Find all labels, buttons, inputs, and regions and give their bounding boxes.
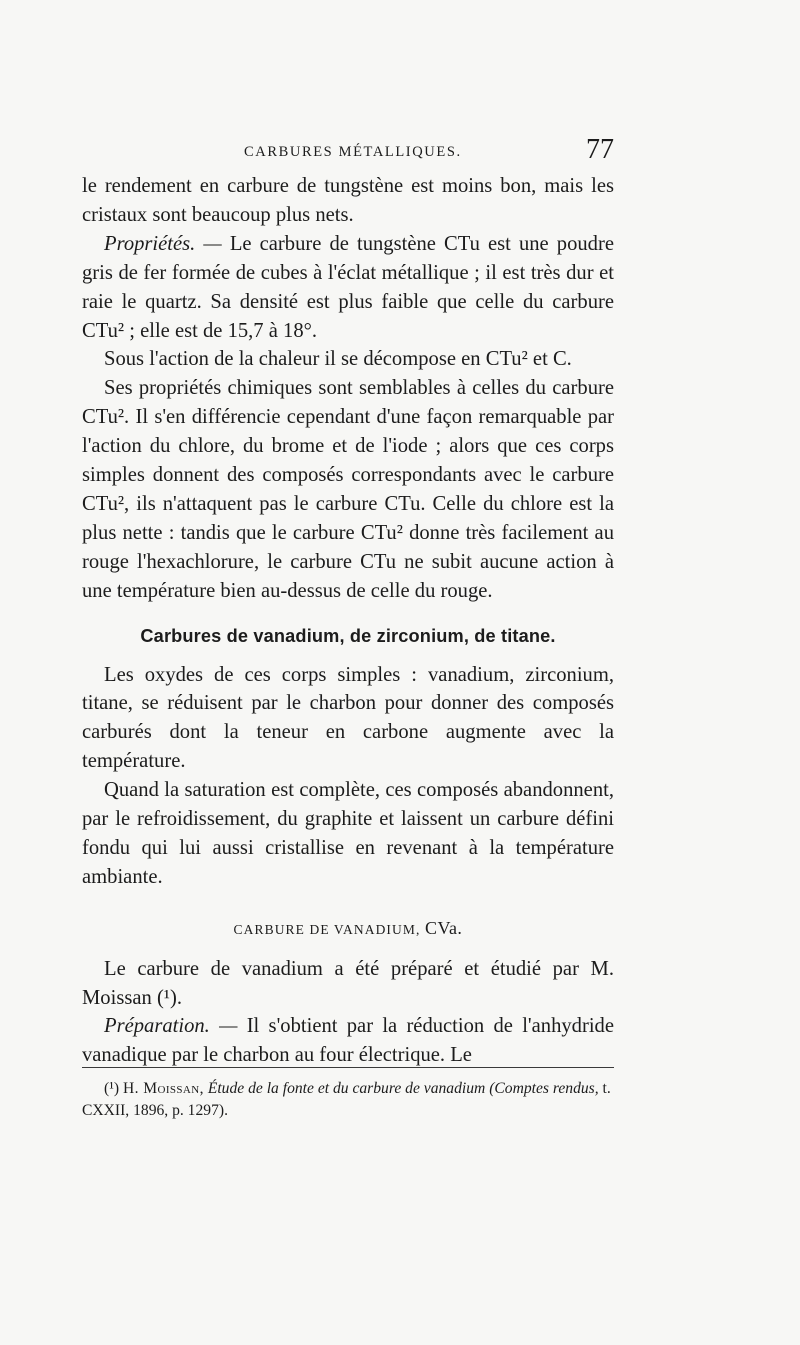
subheading-label: CARBURE DE VANADIUM, (233, 921, 421, 937)
paragraph-oxydes: Les oxydes de ces corps simples : vanadium, zirconium, titane, se réduisent par le charbon pour donner des composés carburés dont la teneur en carbone augmente avec la température. (82, 663, 614, 773)
paragraph-continuation: le rendement en carbure de tungstène est moins bon, mais les cristaux sont beaucoup plus nets. (82, 175, 614, 226)
paragraph-preparation (82, 1012, 614, 1070)
section-heading: Carbures de vanadium, de zirconium, de titane. (140, 625, 556, 646)
paragraph-saturation: Quand la saturation est complète, ces composés abandonnent, par le refroidissement, du graphite et laissent un carbure défini fondu qui lui aussi cristallise en revenant à la température ambiante. (82, 779, 614, 888)
footnote-marker: (¹) (104, 1080, 120, 1097)
footnote-ref: t. CXXII, 1896, p. 1297). (82, 1080, 611, 1119)
paragraph-proprietes (82, 230, 614, 346)
page-number: 77 (586, 134, 614, 165)
running-head (82, 132, 614, 172)
running-title: CARBURES MÉTALLIQUES. (244, 144, 462, 160)
footnote-1 (82, 1078, 614, 1122)
preparation-label: Préparation. — (104, 1015, 238, 1038)
paragraph-moissan: Le carbure de vanadium a été préparé et étudié par M. Moissan (¹). (82, 957, 614, 1009)
subheading-carbure-vanadium (82, 914, 614, 945)
proprietes-label: Propriétés. — (104, 232, 222, 255)
footnote-journal: (Comptes rendus, (489, 1080, 599, 1097)
paragraph-decomposition: Sous l'action de la chaleur il se décompose en CTu² et C. (104, 348, 572, 371)
proprietes-text: Le carbure de tungstène CTu est une poudre gris de fer formée de cubes à l'éclat métallique ; il est très dur et raie le quartz. Sa densité est plus faible que celle du carbure CTu² ; elle est de 15,7 à 18°. (82, 232, 614, 342)
paragraph-chemical-properties: Ses propriétés chimiques sont semblables à celles du carbure CTu². Il s'en différencie cependant d'une façon remarquable par l'action du chlore, du brome et de l'iode ; alors que ces corps simples donnent des composés correspondants avec le carbure CTu², ils n'attaquent pas le carbure CTu. Celle du chlore est la plus nette : tandis que le carbure CTu² donne très facilement au rouge l'hexachlorure, le carbure CTu ne subit aucune action à une température bien au-dessus de celle du rouge. (82, 377, 614, 602)
footnote-author: H. Moissan, (122, 1080, 204, 1097)
preparation-text: Il s'obtient par la réduction de l'anhydride vanadique par le charbon au four électrique. Le (82, 1015, 614, 1067)
body-text (82, 172, 614, 1070)
footnotes (82, 1067, 614, 1122)
subheading-formula: CVa. (424, 917, 463, 938)
footnote-title: Étude de la fonte et du carbure de vanadium (207, 1080, 486, 1097)
